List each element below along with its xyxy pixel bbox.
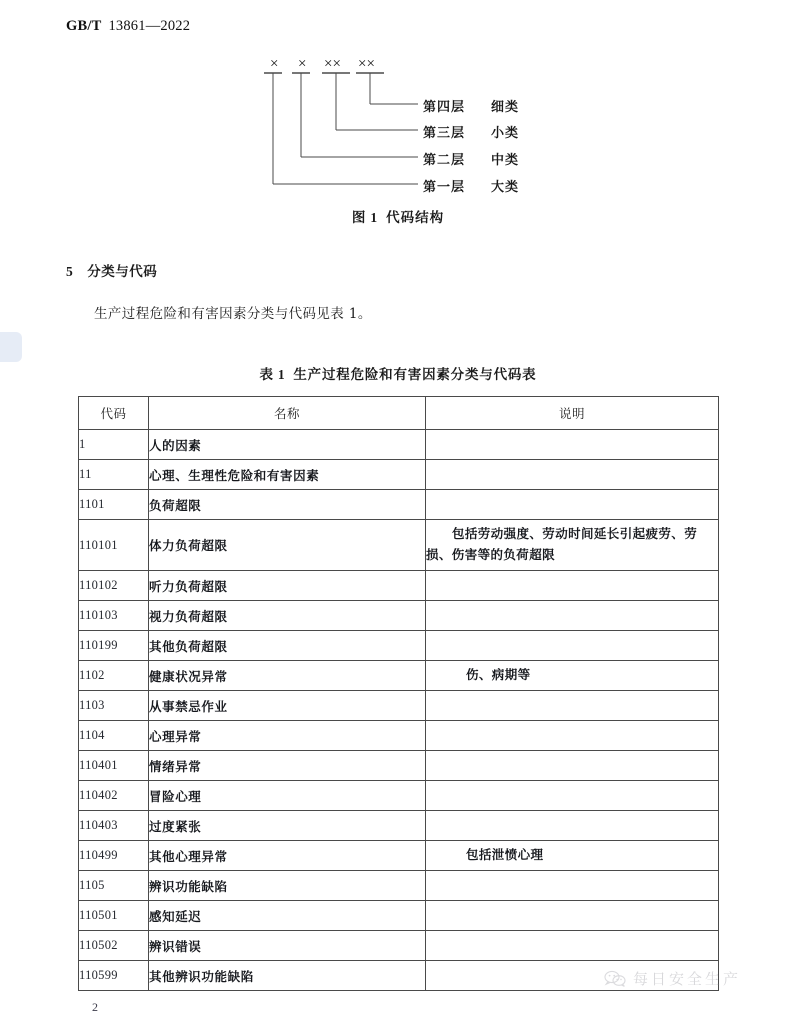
table-row: [79, 691, 719, 721]
table-row: [79, 931, 719, 961]
cell-description: 伤、病期等: [426, 661, 719, 691]
cell-name: 辨识功能缺陷: [149, 871, 426, 901]
table-row: [79, 460, 719, 490]
cell-description: 包括泄愤心理: [426, 841, 719, 871]
cell-description: [426, 460, 719, 490]
clause-number: 5: [66, 264, 74, 279]
cell-description: [426, 430, 719, 460]
cell-name: 人的因素: [149, 430, 426, 460]
cell-name: 辨识错误: [149, 931, 426, 961]
table-row: [79, 751, 719, 781]
cell-code: 110599: [79, 961, 149, 991]
watermark-text: 每日安全生产: [633, 970, 742, 988]
figure-level-2-name: 中类: [491, 153, 520, 168]
edge-watermark-logo: [0, 332, 22, 362]
column-header-desc: 说明: [426, 397, 719, 430]
table-caption-label: 表: [259, 367, 274, 383]
cell-description: [426, 601, 719, 631]
table-caption-number: 1: [277, 367, 286, 382]
cell-code: 110199: [79, 631, 149, 661]
cell-description: [426, 571, 719, 601]
figure-level-2-label: 第二层: [423, 153, 466, 168]
cell-name: 其他负荷超限: [149, 631, 426, 661]
table-row: [79, 811, 719, 841]
clause-heading: [66, 260, 157, 280]
standard-prefix: GB/T: [66, 18, 102, 34]
cell-code: 110103: [79, 601, 149, 631]
clause-paragraph: 生产过程危险和有害因素分类与代码见表 1。: [94, 306, 372, 322]
cell-name: 心理异常: [149, 721, 426, 751]
cell-name: 其他辨识功能缺陷: [149, 961, 426, 991]
cell-code: 1: [79, 430, 149, 460]
cell-code: 110499: [79, 841, 149, 871]
table-row: [79, 841, 719, 871]
cell-description: [426, 490, 719, 520]
figure-level-3-name: 小类: [491, 126, 520, 141]
cell-code: 110101: [79, 520, 149, 571]
table-header-row: [79, 397, 719, 430]
figure-level-1: [423, 176, 519, 195]
cell-code: 110102: [79, 571, 149, 601]
table-row: [79, 490, 719, 520]
cell-name: 其他心理异常: [149, 841, 426, 871]
cell-code: 1103: [79, 691, 149, 721]
cell-name: 听力负荷超限: [149, 571, 426, 601]
cell-name: 心理、生理性危险和有害因素: [149, 460, 426, 490]
cell-description: [426, 781, 719, 811]
cell-description: [426, 931, 719, 961]
table-body: [79, 430, 719, 991]
table-row: [79, 631, 719, 661]
table-caption: [0, 363, 796, 383]
cell-code: 11: [79, 460, 149, 490]
cell-description: [426, 751, 719, 781]
table-row: [79, 721, 719, 751]
cell-code: 1105: [79, 871, 149, 901]
cell-code: 110502: [79, 931, 149, 961]
cell-code: 1102: [79, 661, 149, 691]
figure-level-3: [423, 122, 519, 141]
figure-level-1-label: 第一层: [423, 180, 466, 195]
table-caption-title: 生产过程危险和有害因素分类与代码表: [293, 367, 537, 383]
table-row: [79, 781, 719, 811]
cell-name: 情绪异常: [149, 751, 426, 781]
cell-code: 110402: [79, 781, 149, 811]
cell-name: 感知延迟: [149, 901, 426, 931]
figure-level-1-name: 大类: [491, 180, 520, 195]
cell-name: 健康状况异常: [149, 661, 426, 691]
cell-description: [426, 691, 719, 721]
cell-code: 110403: [79, 811, 149, 841]
code-structure-diagram: [66, 52, 726, 202]
table-row: [79, 571, 719, 601]
code-mark-3: ××: [324, 56, 341, 72]
brand-watermark: [604, 968, 741, 989]
wechat-icon: [604, 970, 626, 988]
cell-code: 1101: [79, 490, 149, 520]
code-mark-2: ×: [298, 56, 307, 72]
table-row: [79, 601, 719, 631]
cell-code: 1104: [79, 721, 149, 751]
figure-level-2: [423, 149, 519, 168]
cell-description: [426, 901, 719, 931]
cell-name: 过度紧张: [149, 811, 426, 841]
figure-caption-label: 图: [351, 210, 367, 226]
table-row: [79, 520, 719, 571]
cell-code: 110501: [79, 901, 149, 931]
code-mark-1: ×: [270, 56, 279, 72]
table-row: [79, 430, 719, 460]
cell-description: [426, 721, 719, 751]
standard-number: 13861—2022: [108, 18, 191, 34]
table-row: [79, 661, 719, 691]
cell-description: 包括劳动强度、劳动时间延长引起疲劳、劳损、伤害等的负荷超限: [426, 520, 719, 571]
table-row: [79, 901, 719, 931]
cell-description: [426, 631, 719, 661]
cell-code: 110401: [79, 751, 149, 781]
column-header-code: 代码: [79, 397, 149, 430]
figure-caption-title: 代码结构: [386, 210, 445, 226]
figure-level-4-label: 第四层: [423, 100, 466, 115]
figure-caption-number: 1: [370, 210, 379, 225]
cell-name: 视力负荷超限: [149, 601, 426, 631]
cell-name: 从事禁忌作业: [149, 691, 426, 721]
classification-code-table: [78, 396, 719, 991]
figure-caption: [0, 206, 796, 226]
cell-name: 负荷超限: [149, 490, 426, 520]
cell-name: 冒险心理: [149, 781, 426, 811]
clause-title: 分类与代码: [87, 264, 158, 280]
figure-level-4: [423, 96, 519, 115]
code-structure-figure: [66, 52, 726, 202]
cell-name: 体力负荷超限: [149, 520, 426, 571]
column-header-name: 名称: [149, 397, 426, 430]
code-mark-4: ××: [358, 56, 375, 72]
figure-level-3-label: 第三层: [423, 126, 466, 141]
table-row: [79, 871, 719, 901]
cell-description: [426, 871, 719, 901]
cell-description: [426, 811, 719, 841]
page-number: 2: [92, 1000, 98, 1014]
figure-level-4-name: 细类: [491, 100, 520, 115]
page-header: [66, 18, 190, 35]
